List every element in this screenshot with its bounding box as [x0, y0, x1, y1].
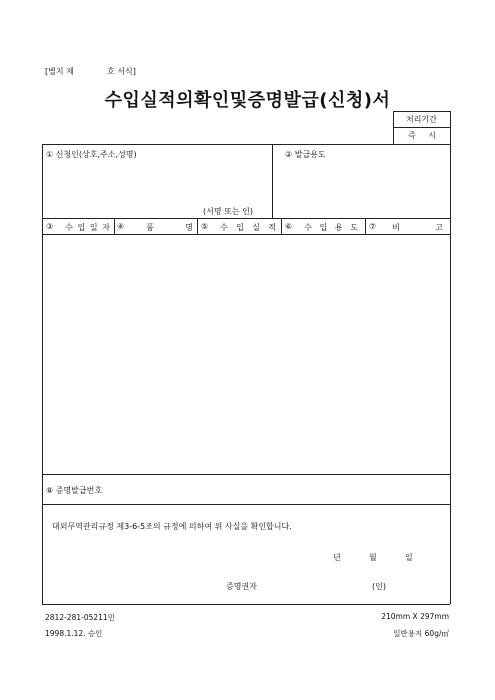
certificate-number-field[interactable]: [120, 478, 446, 500]
confirmation-statement: 대외무역관리규정 제3-6-5조의 규정에 의하여 위 사실을 확인합니다.: [52, 522, 292, 531]
signature-note: (서명 또는 인): [203, 207, 253, 216]
column-header-item-name: ④ 품 명: [117, 222, 193, 232]
date-month-label: 월: [369, 553, 377, 562]
paper-type: 일반용지 60g/㎡: [393, 629, 449, 638]
form-title: 수입실적의확인및증명발급(신청)서: [104, 90, 391, 111]
issuer-label: 증명권자: [226, 582, 257, 591]
certificate-number-label: ⑧ 증명발급번호: [46, 486, 103, 495]
column-header-import-use: ⑥ 수 입 용 도: [285, 222, 358, 232]
column-header-remarks: ⑦ 비 고: [369, 222, 443, 232]
date-day-label: 일: [405, 553, 413, 562]
form-code: 2812-281-05211민: [45, 613, 115, 622]
applicant-field[interactable]: [44, 162, 270, 202]
column-header-import-amount: ⑤ 수 입 실 적: [201, 222, 276, 232]
purpose-field[interactable]: [276, 162, 448, 216]
date-year-label: 년: [333, 553, 341, 562]
processing-period-value: 즉 시: [408, 131, 436, 140]
attachment-suffix: 호 서식]: [107, 67, 136, 76]
paper-size: 210mm X 297mm: [381, 612, 449, 621]
applicant-label: ① 신청인(상호,주소,성명): [46, 150, 137, 159]
attachment-prefix: [별지 제: [45, 67, 74, 76]
import-records-area[interactable]: [44, 236, 448, 472]
column-header-import-date: ③ 수 입 일 자: [46, 222, 110, 232]
processing-period-label: 처리기간: [406, 115, 437, 124]
seal-label: (인): [372, 582, 386, 591]
purpose-label: ② 발급용도: [285, 150, 326, 159]
approval-date: 1998.1.12. 승인: [45, 629, 103, 638]
